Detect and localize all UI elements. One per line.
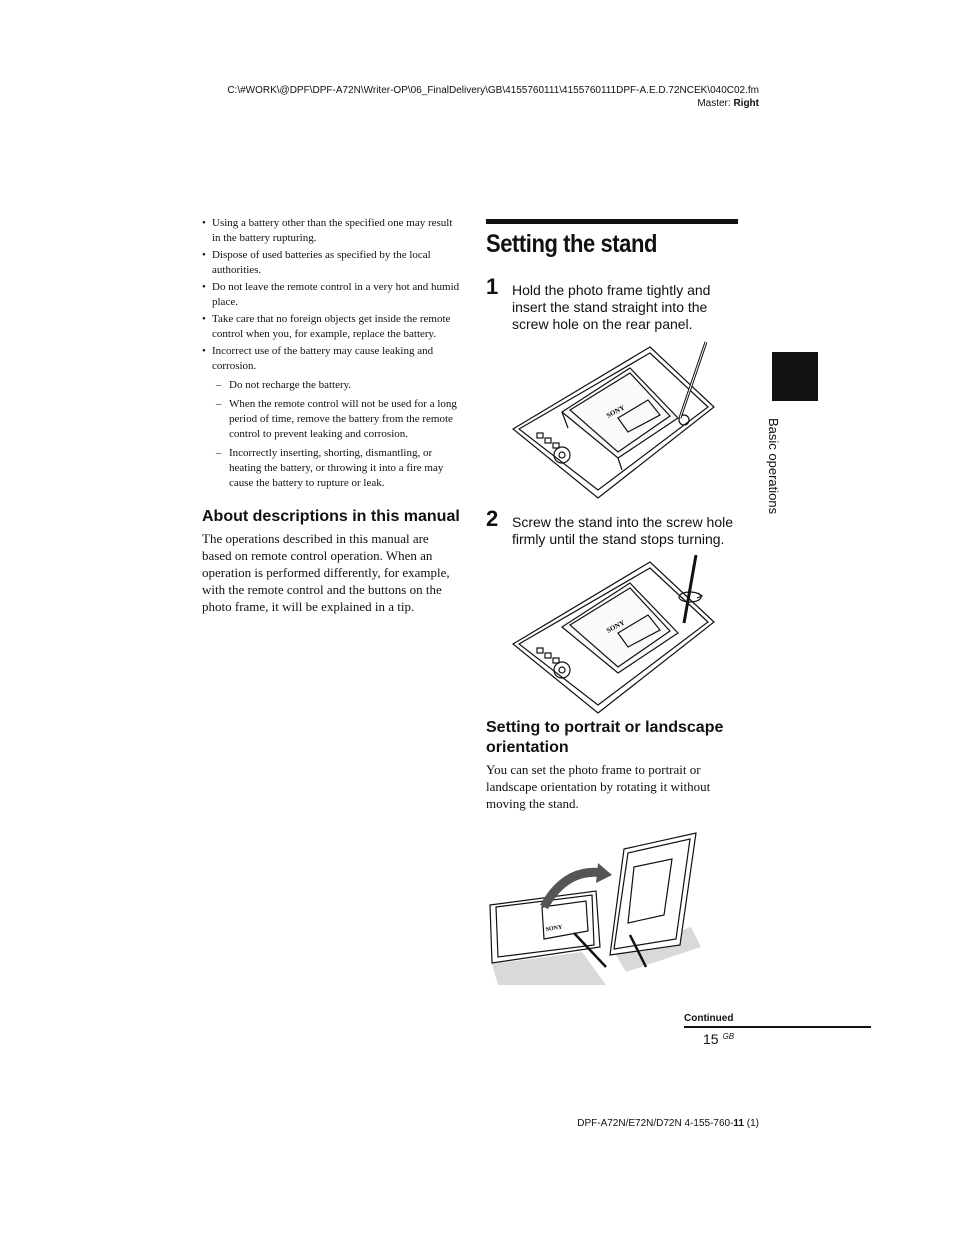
list-item: • Do not leave the remote control in a very hot and humid place.	[202, 280, 460, 310]
right-column	[486, 219, 738, 933]
step-number: 2	[486, 506, 499, 531]
continued-label: Continued	[684, 1013, 734, 1024]
about-text: The operations described in this manual are based on remote control operation. When an operation is performed differently, for example, with the remote control and the buttons on the photo frame, it will be explained in a tip.	[202, 531, 450, 614]
brand-logo: SONY	[545, 924, 563, 933]
about-heading: About descriptions in this manual	[202, 508, 460, 525]
section-tab-marker	[772, 352, 818, 401]
step-2	[486, 506, 738, 548]
model-footer: DPF-A72N/E72N/D72N 4-155-760-11 (1)	[577, 1118, 759, 1129]
step-text: Screw the stand into the screw hole firmly until the stand stops turning.	[512, 514, 734, 547]
brand-logo: SONY	[605, 403, 627, 420]
page-suffix: GB	[722, 1032, 735, 1041]
step-number: 1	[486, 274, 499, 299]
list-item: – When the remote control will not be used for a long period of time, remove the battery from the remote control to prevent leaking and corrosion.	[202, 397, 460, 442]
step-1	[486, 274, 738, 333]
list-item: – Do not recharge the battery.	[202, 378, 460, 393]
list-item: • Incorrect use of the battery may cause leaking and corrosion.	[202, 344, 460, 374]
file-path: C:\#WORK\@DPF\DPF-A72N\Writer-OP\06_FinalDelivery\GB\4155760111\4155760111DPF-A.E.D.72NCEK\040C02.fm	[227, 85, 759, 96]
step-text: Hold the photo frame tightly and insert the stand straight into the screw hole on the rear panel.	[512, 282, 711, 332]
list-item: • Take care that no foreign objects get inside the remote control when you, for example, replace the battery.	[202, 312, 460, 342]
left-column	[202, 216, 460, 615]
section-tab-label: Basic operations	[766, 418, 781, 515]
orientation-illustration	[486, 827, 716, 987]
list-item: • Using a battery other than the specified one may result in the battery rupturing.	[202, 216, 460, 246]
battery-cautions-list	[202, 216, 460, 374]
insert-stand-illustration	[510, 340, 720, 500]
orientation-text: You can set the photo frame to portrait or landscape orientation by rotating it without moving the stand.	[486, 762, 711, 811]
master-value: Right	[733, 98, 759, 109]
title-rule	[486, 219, 738, 224]
list-item: • Dispose of used batteries as specified by the local authorities.	[202, 248, 460, 278]
page-number: 15 $^{GB}$	[703, 1031, 735, 1047]
orientation-heading: Setting to portrait or landscape orientation	[486, 719, 724, 756]
screw-stand-illustration	[510, 555, 720, 715]
master-line: Master: Right	[697, 98, 759, 109]
continued-rule	[684, 1026, 871, 1028]
battery-sub-list	[202, 378, 460, 491]
section-title: Setting the stand	[486, 230, 657, 258]
file-path-header	[227, 84, 759, 110]
list-item: – Incorrectly inserting, shorting, dismantling, or heating the battery, or throwing it into a fire may cause the battery to rupture or leak.	[202, 446, 460, 491]
brand-logo: SONY	[605, 618, 627, 635]
